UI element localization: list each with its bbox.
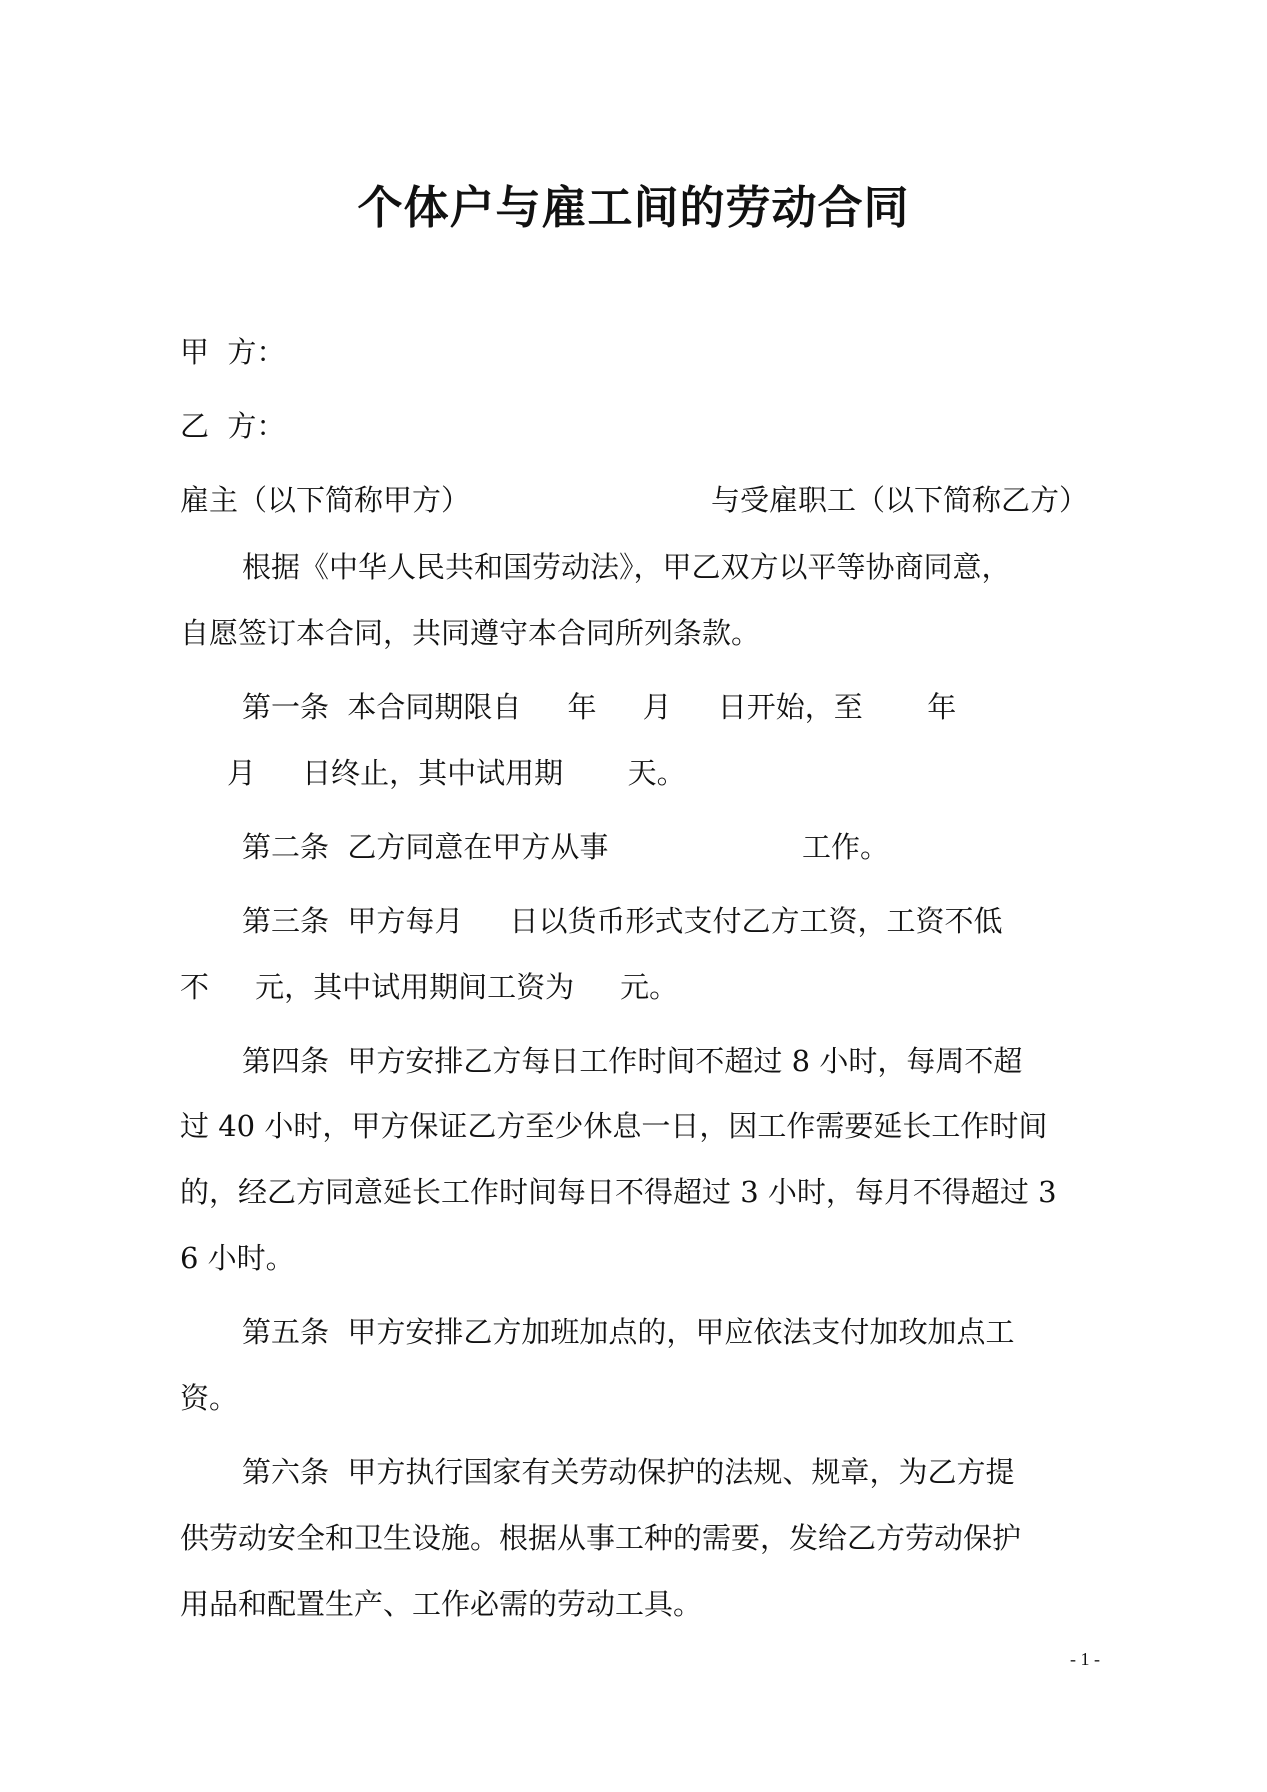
article-4-line-1: 第四条 甲方安排乙方每日工作时间不超过 8 小时，每周不超 — [242, 1044, 1023, 1078]
article-1-line-2: 月 日终止，其中试用期 天。 — [227, 756, 686, 790]
intro-line-1: 根据《中华人民共和国劳动法》，甲乙双方以平等协商同意， — [242, 550, 1011, 584]
article-3-line-1: 第三条 甲方每月 日以货币形式支付乙方工资，工资不低 — [242, 904, 1003, 938]
article-5-line-1: 第五条 甲方安排乙方加班加点的，甲应依法支付加玫加点工 — [242, 1315, 1015, 1349]
article-6-line-1: 第六条 甲方执行国家有关劳动保护的法规、规章，为乙方提 — [242, 1455, 1015, 1489]
party-b-line: 乙 方： — [180, 409, 286, 443]
article-2-line-1: 第二条 乙方同意在甲方从事 工作。 — [242, 830, 890, 864]
article-4-line-4: 6 小时。 — [180, 1241, 295, 1275]
article-4-line-3: 的，经乙方同意延长工作时间每日不得超过 3 小时，每月不得超过 3 — [180, 1175, 1057, 1209]
employer-right-text: 与受雇职工（以下简称乙方） — [711, 483, 1089, 517]
article-3-line-2: 不 元，其中试用期间工资为 元。 — [180, 970, 679, 1004]
article-5-line-2: 资。 — [180, 1381, 239, 1415]
page-number: - 1 - — [1070, 1649, 1100, 1669]
article-1-line-1: 第一条 本合同期限自 年 月 日开始，至 年 — [242, 690, 957, 724]
article-6-line-2: 供劳动安全和卫生设施。根据从事工种的需要，发给乙方劳动保护 — [180, 1521, 1022, 1555]
employer-left-text: 雇主（以下简称甲方） — [180, 483, 471, 517]
party-a-line: 甲 方： — [180, 335, 286, 369]
article-4-line-2: 过 40 小时，甲方保证乙方至少休息一日，因工作需要延长工作时间 — [180, 1109, 1048, 1143]
document-title: 个体户与雇工间的劳动合同 — [357, 181, 910, 234]
intro-line-2: 自愿签订本合同，共同遵守本合同所列条款。 — [180, 616, 761, 650]
article-6-line-3: 用品和配置生产、工作必需的劳动工具。 — [180, 1587, 703, 1621]
